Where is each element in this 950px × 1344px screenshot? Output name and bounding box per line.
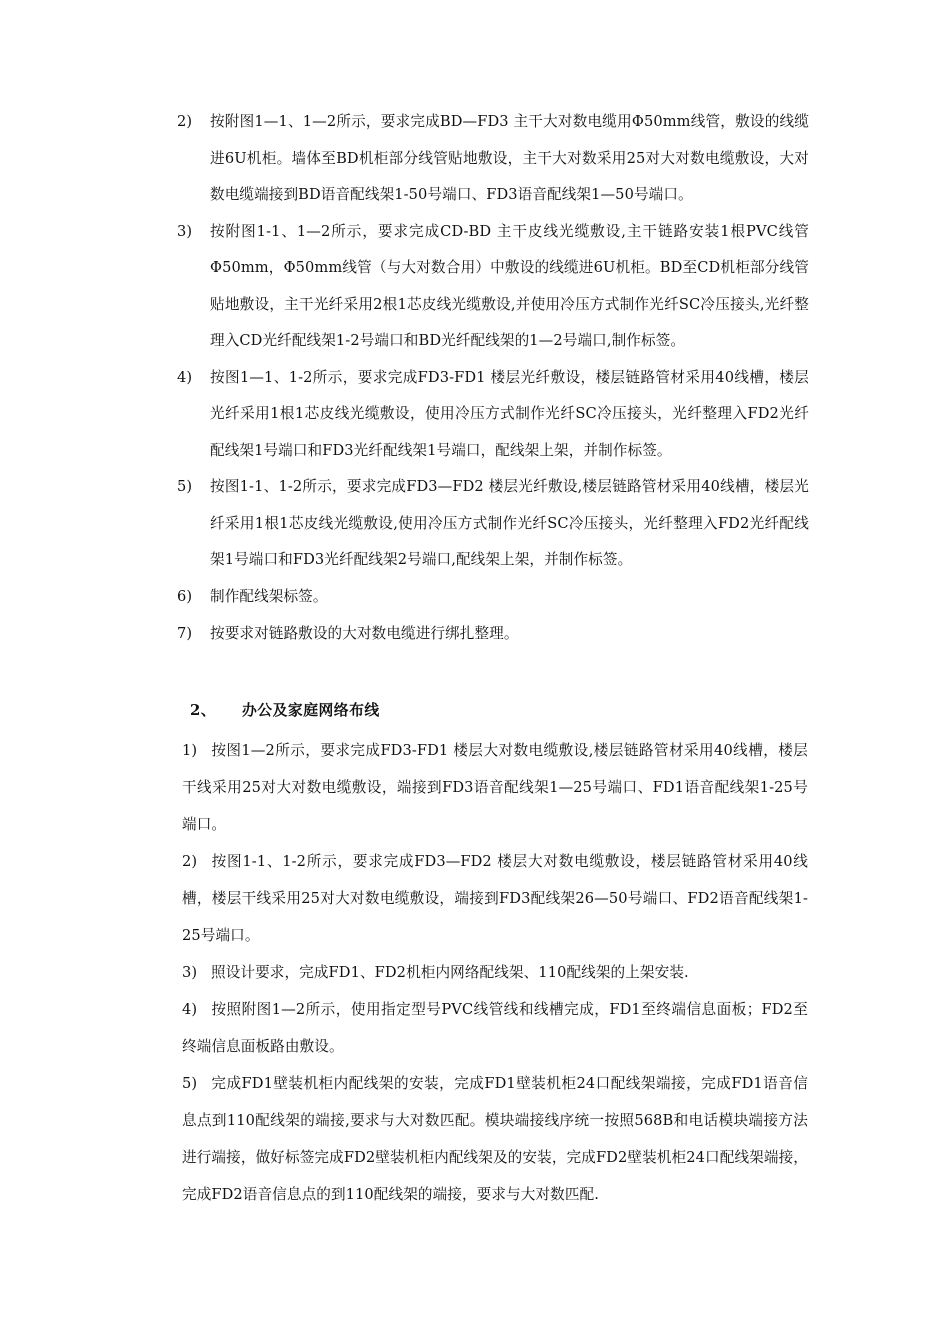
item-number: 3) xyxy=(182,964,198,981)
item-text: 按照附图1—2所示，使用指定型号PVC线管线和线槽完成，FD1至终端信息面板；FD2至终端信息面板路由敷设。 xyxy=(182,1001,808,1055)
section1-list xyxy=(177,104,809,654)
section-number: 2、 xyxy=(190,702,217,719)
item-number: 4) xyxy=(177,368,193,386)
item-number: 7) xyxy=(177,625,193,642)
item-number: 4) xyxy=(182,1001,198,1018)
item-number: 2) xyxy=(182,853,198,870)
list-item xyxy=(177,104,809,214)
list-item xyxy=(177,469,809,579)
item-number: 5) xyxy=(182,1075,198,1092)
list-item xyxy=(177,214,809,360)
item-text: 照设计要求，完成FD1、FD2机柜内网络配线架、110配线架的上架安装. xyxy=(211,964,689,981)
list-item xyxy=(177,579,809,616)
list-item xyxy=(177,360,809,470)
item-text: 制作配线架标签。 xyxy=(210,587,328,605)
list-item xyxy=(182,732,808,843)
item-number: 6) xyxy=(177,587,193,605)
section-heading xyxy=(190,694,380,728)
list-item xyxy=(182,954,808,991)
item-number: 1) xyxy=(182,742,198,759)
item-text: 完成FD1壁装机柜内配线架的安装，完成FD1壁装机柜24口配线架端接，完成FD1语音信息点到110配线架的端接,要求与大对数匹配。模块端接线序统一按照568B和电话模块端接方法进行端接，做好标签完成FD2壁装机柜内配线架及的安装，完成FD2壁装机柜24口配线架端接，完成FD2语音信息点的到110配线架的端接，要求与大对数匹配. xyxy=(182,1075,808,1203)
item-text: 按图1-1、1-2所示，要求完成FD3—FD2 楼层光纤敷设,楼层链路管材采用40线槽，楼层光纤采用1根1芯皮线光缆敷设,使用冷压方式制作光纤SC冷压接头，光纤整理入FD2光纤配线架1号端口和FD3光纤配线架2号端口,配线架上架，并制作标签。 xyxy=(210,478,809,568)
item-text: 按图1—1、1-2所示，要求完成FD3-FD1 楼层光纤敷设，楼层链路管材采用40线槽，楼层光纤采用1根1芯皮线光缆敷设，使用冷压方式制作光纤SC冷压接头，光纤整理入FD2光纤配线架1号端口和FD3光纤配线架1号端口，配线架上架，并制作标签。 xyxy=(210,368,809,459)
list-item xyxy=(182,1065,808,1213)
item-text: 按附图1—1、1—2所示，要求完成BD—FD3 主干大对数电缆用Φ50mm线管，敷设的线缆进6U机柜。墙体至BD机柜部分线管贴地敷设，主干大对数采用25对大对数电缆敷设，大对数电缆端接到BD语音配线架1-50号端口、FD3语音配线架1—50号端口。 xyxy=(210,113,809,203)
item-text: 按图1-1、1-2所示，要求完成FD3—FD2 楼层大对数电缆敷设，楼层链路管材采用40线槽，楼层干线采用25对大对数电缆敷设，端接到FD3配线架26—50号端口、FD2语音配线架1-25号端口。 xyxy=(182,853,808,944)
section-title: 办公及家庭网络布线 xyxy=(242,702,380,719)
item-number: 5) xyxy=(177,478,193,495)
section2-list xyxy=(182,732,808,1213)
item-text: 按要求对链路敷设的大对数电缆进行绑扎整理。 xyxy=(210,625,519,642)
item-text: 按附图1-1、1—2所示，要求完成CD-BD 主干皮线光缆敷设,主干链路安装1根PVC线管Φ50mm，Φ50mm线管（与大对数合用）中敷设的线缆进6U机柜。BD至CD机柜部分线管贴地敷设，主干光纤采用2根1芯皮线光缆敷设,并使用冷压方式制作光纤SC冷压接头,光纤整理入CD光纤配线架1-2号端口和BD光纤配线架的1—2号端口,制作标签。 xyxy=(210,222,809,349)
item-number: 3) xyxy=(177,222,193,240)
list-item xyxy=(182,991,808,1065)
list-item xyxy=(182,843,808,954)
item-text: 按图1—2所示，要求完成FD3-FD1 楼层大对数电缆敷设,楼层链路管材采用40线槽，楼层干线采用25对大对数电缆敷设，端接到FD3语音配线架1—25号端口、FD1语音配线架1-25号端口。 xyxy=(182,742,808,833)
list-item xyxy=(177,616,809,653)
item-number: 2) xyxy=(177,113,193,130)
